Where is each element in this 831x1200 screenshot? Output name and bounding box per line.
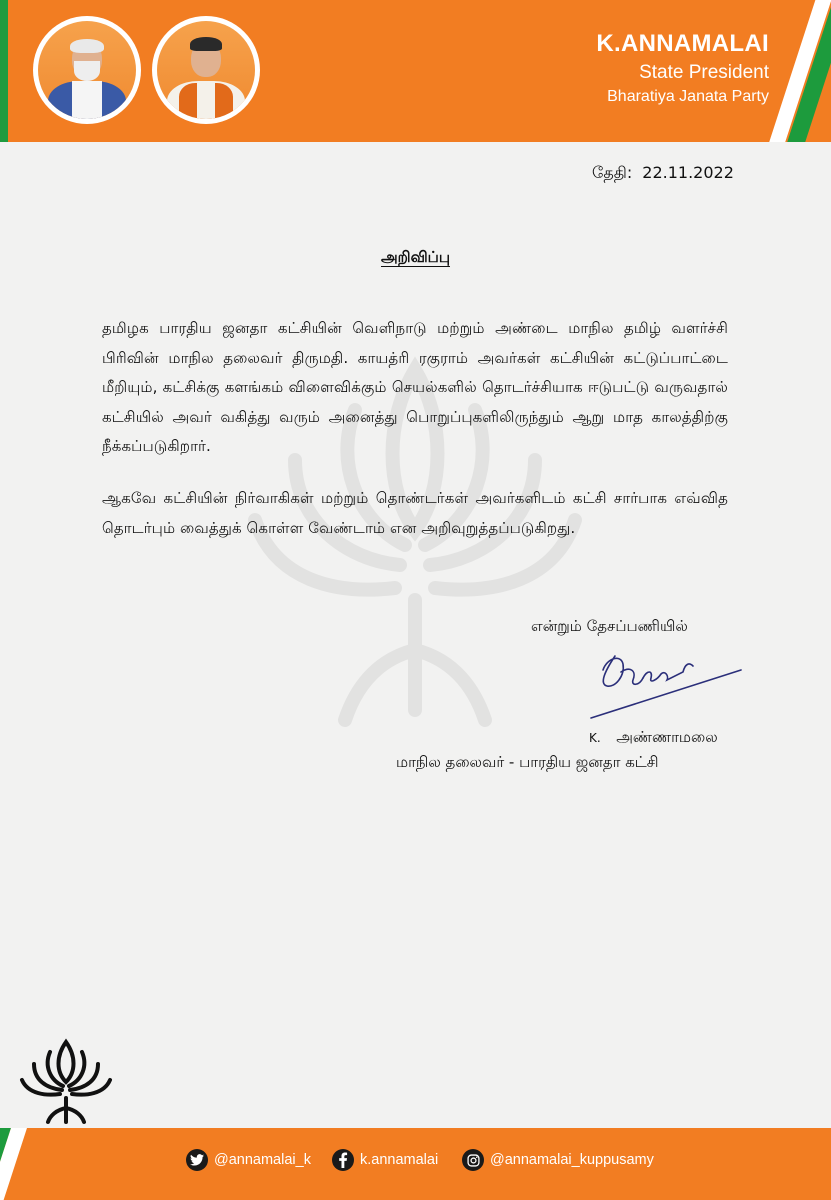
signer-initial: K. xyxy=(589,731,601,745)
facebook-icon xyxy=(332,1149,354,1171)
letterhead-title: State President xyxy=(639,62,769,83)
date-value: 22.11.2022 xyxy=(642,163,734,182)
signer-name xyxy=(589,728,718,748)
signer-title: மாநில தலைவர் - பாரதிய ஜனதா கட்சி xyxy=(396,753,659,771)
twitter-icon xyxy=(186,1149,208,1171)
letter-closing: என்றும் தேசப்பணியில் xyxy=(531,617,688,635)
lotus-logo xyxy=(16,1036,116,1126)
letter-subject xyxy=(0,248,831,268)
portrait-leader-2 xyxy=(152,16,260,124)
green-band xyxy=(0,0,8,142)
date-label: தேதி: xyxy=(592,163,633,182)
instagram-icon xyxy=(462,1149,484,1171)
letter-paragraph-1: தமிழக பாரதிய ஜனதா கட்சியின் வெளிநாடு மற்றும் அண்டை மாநில தமிழ் வளர்ச்சி பிரிவின் மாநில தலைவர் திருமதி. காயத்ரி ரகுராம் அவர்கள் கட்சியின் கட்டுப்பாட்டை மீறியும், கட்சிக்கு களங்கம் விளைவிக்கும் செயல்களில் தொடர்ச்சியாக ஈடுபட்டு வருவதால் கட்சியில் அவர் வகித்து வரும் அனைத்து பொறுப்புகளிலிருந்தும் ஆறு மாத காலத்திற்கு நீக்கப்படுகிறார். xyxy=(102,319,728,455)
subject-text: அறிவிப்பு xyxy=(381,248,450,266)
handwritten-signature xyxy=(585,636,745,726)
signer-name-text: அண்ணாமலை xyxy=(616,728,718,746)
twitter-handle[interactable] xyxy=(186,1149,311,1171)
portrait-leader-1 xyxy=(33,16,141,124)
letter-date xyxy=(592,163,734,184)
instagram-handle[interactable] xyxy=(462,1149,654,1171)
twitter-handle-text: @annamalai_k xyxy=(214,1152,311,1168)
letterhead-header xyxy=(0,0,831,142)
letterhead-name: K.ANNAMALAI xyxy=(596,30,769,57)
letterhead-party: Bharatiya Janata Party xyxy=(607,88,769,105)
facebook-handle[interactable] xyxy=(332,1149,438,1171)
letterhead-footer xyxy=(0,1128,831,1200)
instagram-handle-text: @annamalai_kuppusamy xyxy=(490,1152,654,1168)
letter-paragraph-2: ஆகவே கட்சியின் நிர்வாகிகள் மற்றும் தொண்டர்கள் அவர்களிடம் கட்சி சார்பாக எவ்வித தொடர்பும் வைத்துக் கொள்ள வேண்டாம் என அறிவுறுத்தப்படுகிறது. xyxy=(102,489,728,537)
facebook-handle-text: k.annamalai xyxy=(360,1152,439,1168)
